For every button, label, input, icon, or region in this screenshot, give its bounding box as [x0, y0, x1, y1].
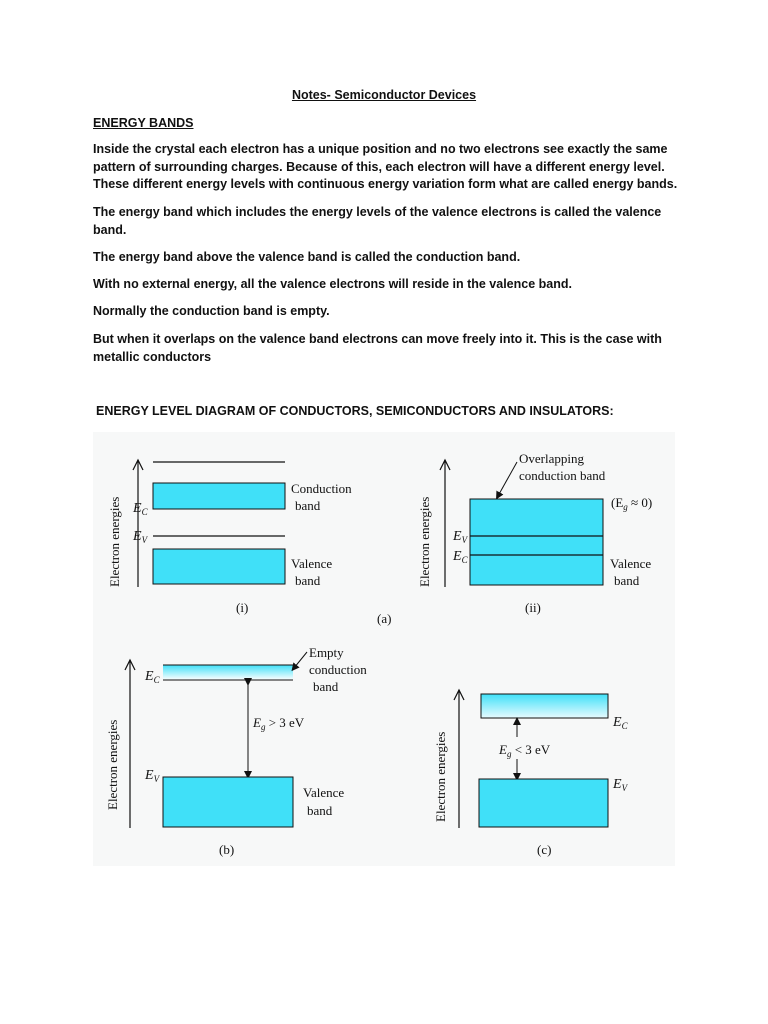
- axis-label-b: Electron energies: [105, 719, 120, 810]
- valence-band-i: [153, 549, 285, 584]
- ev-label-ii: $E_V$: [453, 529, 468, 545]
- ev-label-b: $E_V$: [145, 768, 160, 784]
- ec-label-c: $E_C$: [613, 715, 628, 731]
- valence-label-ii-2: band: [614, 573, 640, 588]
- overlapping-band-ii: [470, 499, 603, 585]
- valence-band-c: [479, 779, 608, 827]
- empty-pointer-b: [294, 652, 307, 668]
- valence-band-b: [163, 777, 293, 827]
- conduction-band-i: [153, 483, 285, 509]
- ec-label-i: $E_C$: [133, 501, 148, 517]
- energy-band-figure: [93, 432, 675, 866]
- paragraph-5: Normally the conduction band is empty.: [93, 304, 330, 318]
- empty-label-b-1: Empty: [309, 645, 344, 660]
- empty-label-b-3: band: [313, 679, 339, 694]
- valence-label-b-2: band: [307, 803, 333, 818]
- ev-label-i: $E_V$: [133, 529, 148, 545]
- valence-label-b-1: Valence: [303, 785, 345, 800]
- axis-label-ii: Electron energies: [417, 496, 432, 587]
- sub-label-ii: (ii): [525, 600, 541, 615]
- part-a-label: (a): [377, 611, 392, 626]
- overlap-label-ii-2: conduction band: [519, 468, 606, 483]
- panel-i: [107, 460, 352, 615]
- panel-c: [433, 690, 629, 857]
- valence-label-i-1: Valence: [291, 556, 333, 571]
- axis-label-c: Electron energies: [433, 731, 448, 822]
- empty-conduction-band-b: [163, 665, 293, 680]
- paragraph-3: The energy band above the valence band is called the conduction band.: [93, 250, 521, 264]
- conduction-label-i-1: Conduction: [291, 481, 352, 496]
- panel-ii: [417, 451, 652, 615]
- paragraph-6: But when it overlaps on the valence band electrons can move freely into it. This is the case with metallic conductors: [93, 332, 662, 364]
- eg-zero-label-ii: $(E_g \approx 0)$: [611, 495, 653, 512]
- valence-label-ii-1: Valence: [610, 556, 652, 571]
- ev-label-c: $E_V$: [613, 777, 628, 793]
- sub-label-c: (c): [537, 842, 552, 857]
- gap-label-b: $E_g > 3$ eV: [253, 715, 305, 732]
- paragraph-4: With no external energy, all the valence electrons will reside in the valence band.: [93, 277, 572, 291]
- section-heading: ENERGY BANDS: [93, 116, 194, 130]
- paragraph-1: Inside the crystal each electron has a unique position and no two electrons see exactly the same pattern of surrounding charges. Because of this, each electron will have a different energy level. These different energy levels with continuous energy variation form what are called energy bands.: [93, 142, 678, 191]
- axis-label-i: Electron energies: [107, 496, 122, 587]
- energy-band-diagram: [93, 432, 675, 866]
- overlap-label-ii-1: Overlapping: [519, 451, 584, 466]
- valence-label-i-2: band: [295, 573, 321, 588]
- sub-label-i: (i): [236, 600, 249, 615]
- ec-label-b: $E_C$: [145, 669, 160, 685]
- paragraph-2: The energy band which includes the energy levels of the valence electrons is called the valence band.: [93, 205, 662, 237]
- ec-label-ii: $E_C$: [453, 549, 468, 565]
- overlap-pointer-ii: [498, 462, 517, 496]
- diagram-heading: ENERGY LEVEL DIAGRAM OF CONDUCTORS, SEMICONDUCTORS AND INSULATORS:: [96, 404, 614, 418]
- conduction-band-c: [481, 694, 608, 718]
- sub-label-b: (b): [219, 842, 235, 857]
- panel-b: [105, 645, 367, 857]
- conduction-label-i-2: band: [295, 498, 321, 513]
- empty-label-b-2: conduction: [309, 662, 367, 677]
- page-title: Notes- Semiconductor Devices: [291, 88, 477, 102]
- gap-label-c: $E_g < 3$ eV: [499, 742, 551, 759]
